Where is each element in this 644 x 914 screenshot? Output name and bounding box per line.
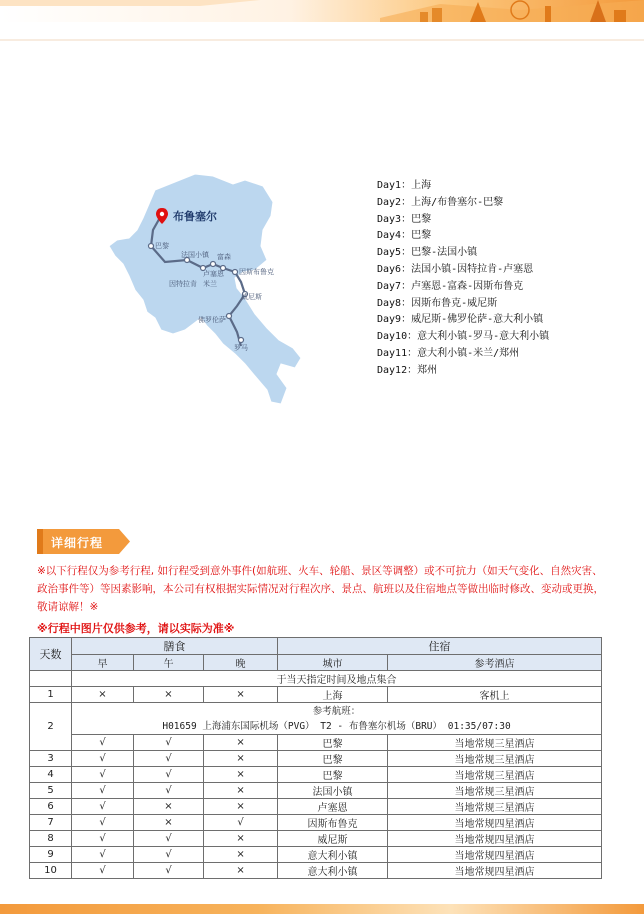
gather-note: 于当天指定时间及地点集合 xyxy=(72,671,602,687)
cell-dinner: √ xyxy=(204,815,278,831)
table-row xyxy=(30,671,602,687)
stop-dot xyxy=(211,262,216,267)
table-row xyxy=(30,767,602,783)
table-row xyxy=(30,687,602,703)
cell-dinner: × xyxy=(204,735,278,751)
header-meals: 膳食 xyxy=(72,638,278,655)
cell-hotel: 当地常规四星酒店 xyxy=(388,831,602,847)
cell-lunch: × xyxy=(134,815,204,831)
cell-city: 意大利小镇 xyxy=(278,863,388,879)
cell-city: 意大利小镇 xyxy=(278,847,388,863)
footer-accent-bar xyxy=(0,904,644,914)
header-dinner: 晚 xyxy=(204,655,278,671)
cell-breakfast: √ xyxy=(72,847,134,863)
cell-day: 9 xyxy=(30,847,72,863)
header-lodging: 住宿 xyxy=(278,638,602,655)
table-row xyxy=(30,815,602,831)
day-item: Day8：因斯布鲁克-威尼斯 xyxy=(377,297,498,309)
cell-breakfast: √ xyxy=(72,799,134,815)
header-days: 天数 xyxy=(30,638,72,671)
cell-lunch: √ xyxy=(134,783,204,799)
cell-lunch: √ xyxy=(134,767,204,783)
table-row xyxy=(30,863,602,879)
flight-detail: H01659 上海浦东国际机场（PVG） T2 - 布鲁塞尔机场（BRU） 01:35/07:30 xyxy=(162,720,511,732)
day-item: Day7：卢塞恩-富森-因斯布鲁克 xyxy=(377,280,524,292)
cell-hotel: 当地常规四星酒店 xyxy=(388,847,602,863)
table-header-row xyxy=(30,638,602,655)
cell-breakfast: √ xyxy=(72,783,134,799)
cell-dinner: × xyxy=(204,847,278,863)
table-row xyxy=(30,735,602,751)
cell-hotel: 当地常规四星酒店 xyxy=(388,815,602,831)
cell-breakfast: √ xyxy=(72,831,134,847)
table-row xyxy=(30,831,602,847)
cell-lunch: × xyxy=(134,799,204,815)
cell-day: 1 xyxy=(30,687,72,703)
itinerary-table xyxy=(29,637,602,879)
table-row xyxy=(30,847,602,863)
cell-day: 8 xyxy=(30,831,72,847)
table-subheader-row xyxy=(30,655,602,671)
header-hotel: 参考酒店 xyxy=(388,655,602,671)
cell-lunch: × xyxy=(134,687,204,703)
table-row xyxy=(30,751,602,767)
cell-lunch: √ xyxy=(134,847,204,863)
cell-day: 7 xyxy=(30,815,72,831)
cell-hotel: 当地常规三星酒店 xyxy=(388,751,602,767)
cell-city: 巴黎 xyxy=(278,751,388,767)
cell-dinner: × xyxy=(204,751,278,767)
cell-day: 10 xyxy=(30,863,72,879)
table-row-flight xyxy=(30,703,602,735)
cell-hotel: 当地常规三星酒店 xyxy=(388,735,602,751)
cell-lunch: √ xyxy=(134,735,204,751)
itinerary-notice: ※以下行程仅为参考行程, 如行程受到意外事件(如航班、火车、轮船、景区等调整）或不可抗力（如天气变化、自然灾害、政治事件等）等因素影响，本公司有权根据实际情况对行程次序、景点、航班以及住宿地点等做出临时修改、变动或更换，敬请谅解！※ xyxy=(37,565,604,613)
section-title: 详细行程 xyxy=(51,536,104,550)
map-city-label: 巴黎 xyxy=(155,242,169,250)
cell-dinner: × xyxy=(204,783,278,799)
cell-hotel: 当地常规三星酒店 xyxy=(388,767,602,783)
header-lunch: 午 xyxy=(134,655,204,671)
cell-dinner: × xyxy=(204,863,278,879)
cell-day: 5 xyxy=(30,783,72,799)
stop-dot xyxy=(239,338,244,343)
cell-hotel: 客机上 xyxy=(388,687,602,703)
cell-city: 巴黎 xyxy=(278,767,388,783)
day-item: Day10：意大利小镇-罗马-意大利小镇 xyxy=(377,331,550,343)
cell-city: 因斯布鲁克 xyxy=(278,815,388,831)
cell-day: 3 xyxy=(30,751,72,767)
day-item: Day1：上海 xyxy=(377,180,432,191)
cell-city: 法国小镇 xyxy=(278,783,388,799)
flight-info xyxy=(72,703,602,735)
cell-dinner: × xyxy=(204,831,278,847)
cell-hotel: 当地常规三星酒店 xyxy=(388,799,602,815)
day-item: Day4：巴黎 xyxy=(377,230,432,242)
cell-breakfast: √ xyxy=(72,815,134,831)
cell-day: 2 xyxy=(30,703,72,751)
cell-breakfast: × xyxy=(72,687,134,703)
day-item: Day6：法国小镇-因特拉肯-卢塞恩 xyxy=(377,263,534,275)
cell-lunch: √ xyxy=(134,863,204,879)
cell-lunch: √ xyxy=(134,751,204,767)
cell-hotel: 当地常规三星酒店 xyxy=(388,783,602,799)
header-city: 城市 xyxy=(278,655,388,671)
itinerary-day-list xyxy=(377,178,549,380)
top-banner xyxy=(0,0,644,42)
day-item: Day9：威尼斯-佛罗伦萨-意大利小镇 xyxy=(377,314,544,326)
cell-city: 威尼斯 xyxy=(278,831,388,847)
route-map xyxy=(95,168,320,410)
day-item: Day12：郑州 xyxy=(377,364,438,376)
cell-day: 4 xyxy=(30,767,72,783)
stop-dot xyxy=(227,314,232,319)
cell-city: 上海 xyxy=(278,687,388,703)
map-city-label: 富森 xyxy=(217,253,231,261)
cell-dinner: × xyxy=(204,687,278,703)
map-city-label: 因斯布鲁克 xyxy=(239,268,274,276)
cell-breakfast: √ xyxy=(72,751,134,767)
day-item: Day2：上海/布鲁塞尔-巴黎 xyxy=(377,196,504,208)
cell-breakfast: √ xyxy=(72,863,134,879)
day-item: Day3：巴黎 xyxy=(377,213,432,225)
cell-breakfast: √ xyxy=(72,767,134,783)
section-title-tag xyxy=(37,529,130,554)
map-city-label: 因特拉肯 xyxy=(169,280,197,288)
cell-city: 巴黎 xyxy=(278,735,388,751)
stop-dot xyxy=(233,270,238,275)
cell-day: 6 xyxy=(30,799,72,815)
map-label-start: 布鲁塞尔 xyxy=(173,210,217,223)
map-city-label: 威尼斯 xyxy=(241,293,262,301)
map-country-shape xyxy=(109,174,301,404)
cell-breakfast: √ xyxy=(72,735,134,751)
map-city-label: 罗马 xyxy=(234,344,248,352)
map-city-label: 法国小镇 xyxy=(181,251,209,259)
header-breakfast: 早 xyxy=(72,655,134,671)
table-row xyxy=(30,783,602,799)
flight-ref-label: 参考航班： xyxy=(312,705,361,717)
day-item: Day5：巴黎-法国小镇 xyxy=(377,247,478,259)
cell-dinner: × xyxy=(204,767,278,783)
image-disclaimer: ※行程中图片仅供参考，请以实际为准※ xyxy=(37,622,235,635)
stop-dot xyxy=(149,244,154,249)
map-city-label: 米兰 xyxy=(203,280,217,288)
cell-city: 卢塞恩 xyxy=(278,799,388,815)
cell-hotel: 当地常规四星酒店 xyxy=(388,863,602,879)
map-city-label: 佛罗伦萨 xyxy=(198,316,226,324)
skyline-banner-graphic xyxy=(0,0,644,42)
cell-dinner: × xyxy=(204,799,278,815)
day-item: Day11：意大利小镇-米兰/郑州 xyxy=(377,347,520,359)
cell-lunch: √ xyxy=(134,831,204,847)
table-row xyxy=(30,799,602,815)
map-city-label: 卢塞恩 xyxy=(203,270,224,278)
